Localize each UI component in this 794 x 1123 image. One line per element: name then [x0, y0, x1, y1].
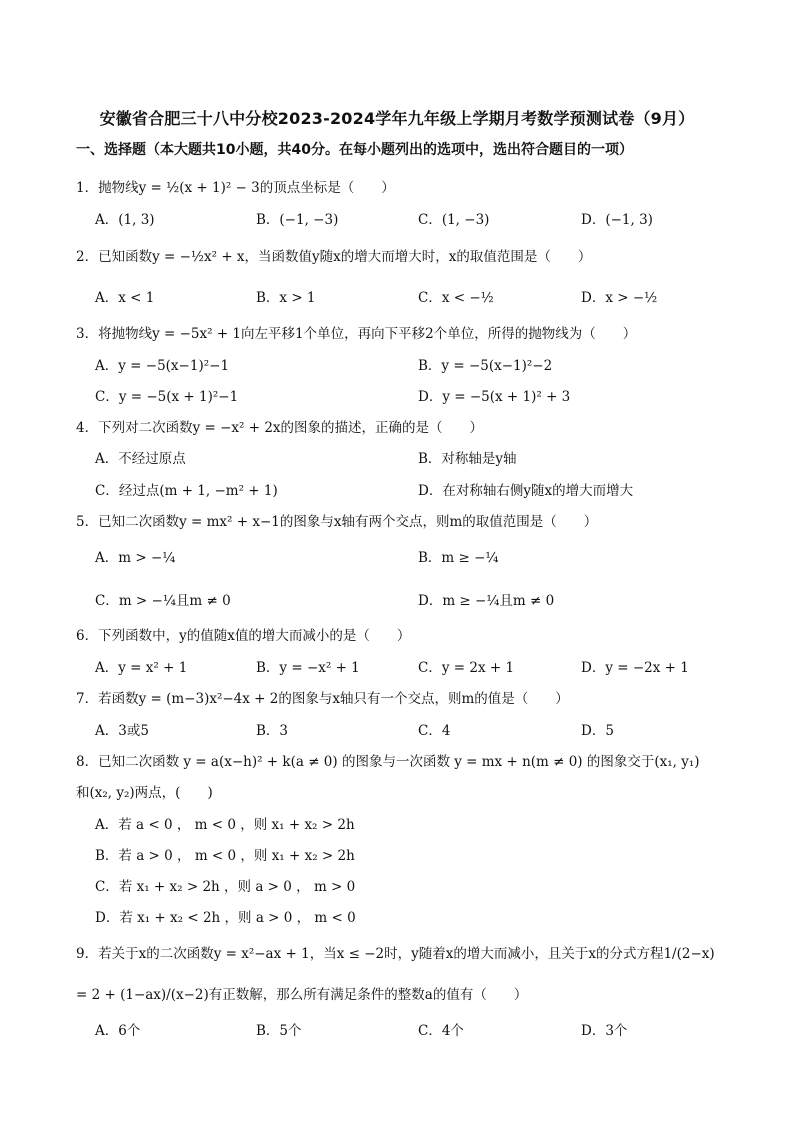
question-6-option-b[interactable]: B．y = −x² + 1: [256, 660, 360, 676]
question-6-option-d[interactable]: D．y = −2x + 1: [581, 660, 689, 676]
question-2-stem: 2．已知函数y = −½x² + x，当函数值y随x的增大而增大时，x的取值范围是（ ）: [76, 249, 592, 265]
question-4-option-d[interactable]: D．在对称轴右侧y随x的增大而增大: [418, 483, 634, 499]
question-8-option-c[interactable]: C．若 x₁ + x₂ > 2h ，则 a > 0 ， m > 0: [95, 879, 356, 895]
question-3-option-b[interactable]: B．y = −5(x−1)²−2: [418, 358, 553, 374]
question-9-option-c[interactable]: C．4个: [418, 1023, 464, 1039]
question-5-option-b[interactable]: B．m ≥ −¼: [418, 550, 499, 566]
question-9-stem-line2: = 2 + (1−ax)/(x−2)有正数解，那么所有满足条件的整数a的值有（ ）: [76, 987, 528, 1003]
question-3-option-d[interactable]: D．y = −5(x + 1)² + 3: [418, 389, 571, 405]
question-9-option-a[interactable]: A．6个: [95, 1023, 141, 1039]
question-2-option-a[interactable]: A．x < 1: [95, 290, 155, 306]
question-1-expression: y = ½(x + 1)² − 3: [138, 180, 260, 196]
question-9-option-b[interactable]: B．5个: [256, 1023, 302, 1039]
question-7-option-b[interactable]: B．3: [256, 723, 289, 739]
question-1-option-a[interactable]: A．(1, 3): [95, 212, 155, 228]
section-heading: 一、选择题（本大题共10小题，共40分。在每小题列出的选项中，选出符合题目的一项）: [76, 142, 633, 158]
question-3-option-c[interactable]: C．y = −5(x + 1)²−1: [95, 389, 239, 405]
question-1-option-c[interactable]: C．(1, −3): [418, 212, 490, 228]
question-4-option-a[interactable]: A．不经过原点: [95, 451, 186, 467]
question-4-stem: 4．下列对二次函数y = −x² + 2x的图象的描述，正确的是（ ）: [76, 420, 484, 436]
question-1-option-d[interactable]: D．(−1, 3): [581, 212, 653, 228]
question-3-stem: 3．将抛物线y = −5x² + 1向左平移1个单位，再向下平移2个单位，所得的抛物线为（ ）: [76, 326, 637, 342]
page-title: 安徽省合肥三十八中分校2023-2024学年九年级上学期月考数学预测试卷（9月）: [99, 109, 695, 128]
question-8-option-a[interactable]: A．若 a < 0 ， m < 0 ，则 x₁ + x₂ > 2h: [95, 817, 355, 833]
question-8-option-d[interactable]: D．若 x₁ + x₂ < 2h ，则 a > 0 ， m < 0: [95, 910, 356, 926]
question-4-option-b[interactable]: B．对称轴是y轴: [418, 451, 517, 467]
question-1-option-b[interactable]: B．(−1, −3): [256, 212, 339, 228]
question-3-option-a[interactable]: A．y = −5(x−1)²−1: [95, 358, 230, 374]
question-8-option-b[interactable]: B．若 a > 0 ， m < 0 ，则 x₁ + x₂ > 2h: [95, 848, 355, 864]
question-2-option-c[interactable]: C．x < −½: [418, 290, 494, 306]
question-9-stem-line1: 9．若关于x的二次函数y = x²−ax + 1，当x ≤ −2时，y随着x的增大而减小，且关于x的分式方程1/(2−x): [76, 946, 715, 962]
question-5-option-a[interactable]: A．m > −¼: [95, 550, 176, 566]
question-8-stem-line1: 8．已知二次函数 y = a(x−h)² + k(a ≠ 0) 的图象与一次函数 y = mx + n(m ≠ 0) 的图象交于(x₁, y₁): [76, 754, 700, 770]
question-6-option-c[interactable]: C．y = 2x + 1: [418, 660, 515, 676]
question-9-option-d[interactable]: D．3个: [581, 1023, 628, 1039]
question-6-stem: 6．下列函数中，y的值随x值的增大而减小的是（ ）: [76, 628, 411, 644]
question-5-option-d[interactable]: D．m ≥ −¼且m ≠ 0: [418, 593, 555, 609]
question-1-suffix: 的顶点坐标是（ ）: [259, 180, 395, 196]
question-5-stem: 5．已知二次函数y = mx² + x−1的图象与x轴有两个交点，则m的取值范围是（ ）: [76, 514, 598, 530]
question-7-option-a[interactable]: A．3或5: [95, 723, 149, 739]
question-7-option-c[interactable]: C．4: [418, 723, 451, 739]
question-6-option-a[interactable]: A．y = x² + 1: [95, 660, 188, 676]
question-5-option-c[interactable]: C．m > −¼且m ≠ 0: [95, 593, 231, 609]
question-7-stem: 7．若函数y = (m−3)x²−4x + 2的图象与x轴只有一个交点，则m的值是（ ）: [76, 691, 569, 707]
question-2-option-d[interactable]: D．x > −½: [581, 290, 658, 306]
question-8-stem-line2: 和(x₂, y₂)两点，( ): [76, 785, 213, 801]
question-4-option-c[interactable]: C．经过点(m + 1, −m² + 1): [95, 483, 278, 499]
question-1-stem: [76, 176, 395, 196]
question-2-option-b[interactable]: B．x > 1: [256, 290, 316, 306]
question-1-prefix: 1．抛物线: [76, 180, 139, 196]
question-7-option-d[interactable]: D．5: [581, 723, 614, 739]
